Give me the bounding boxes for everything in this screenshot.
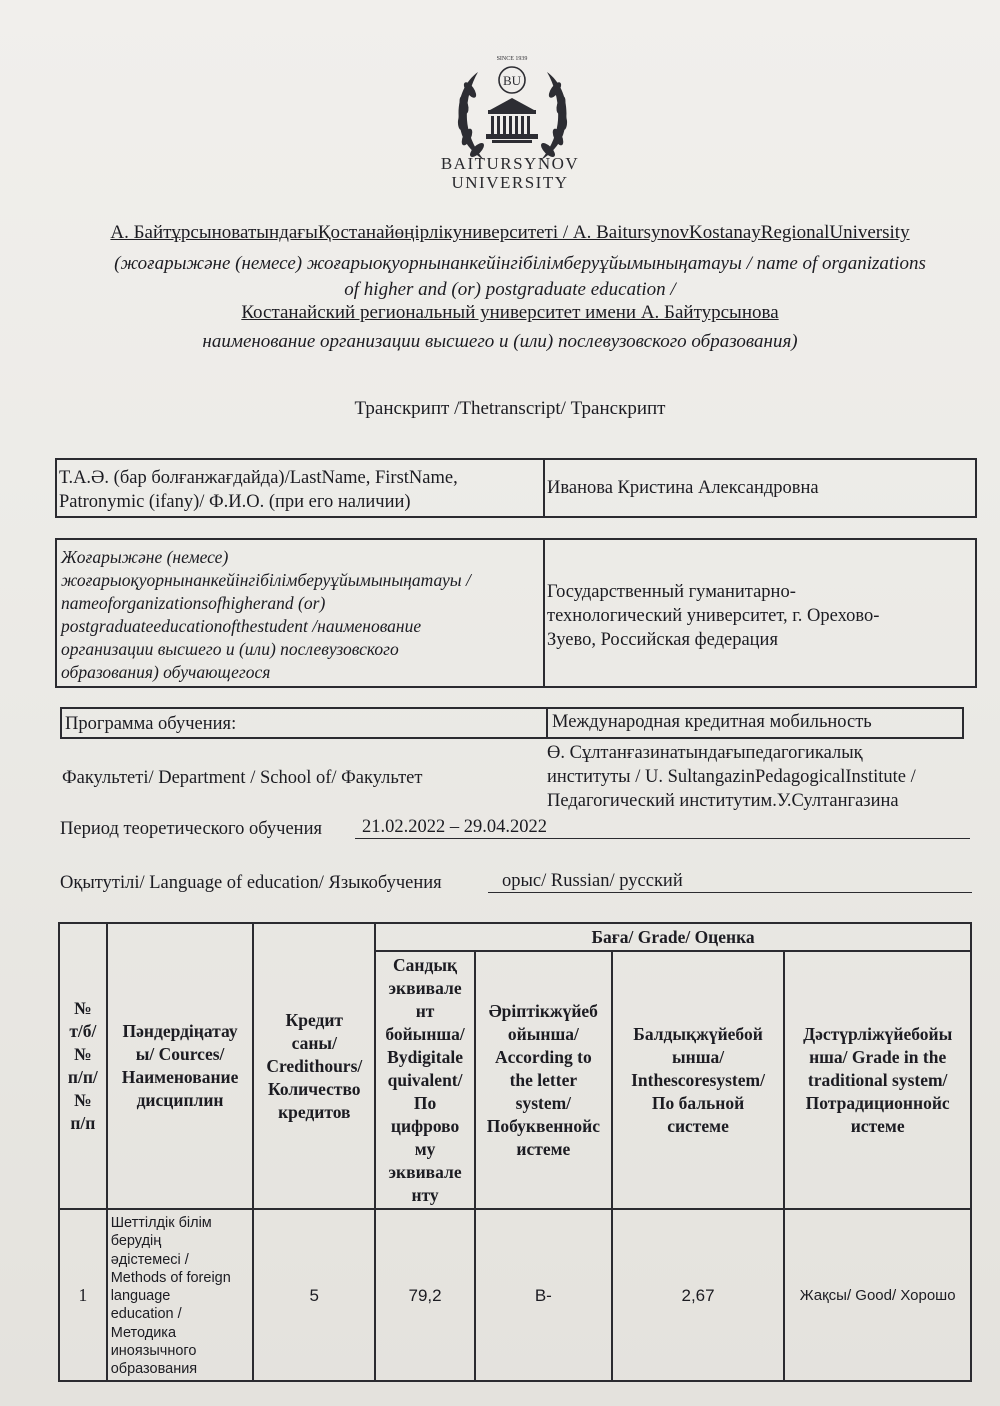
row-course-line: Методика [110, 1324, 177, 1341]
header-credits-line: Credithours/ [266, 1055, 363, 1076]
home-organization-box [55, 538, 977, 688]
faculty-label: Факультеті/ Department / School of/ Факультет [62, 768, 423, 788]
language-underline [488, 892, 972, 893]
header-digital-line: quivalent/ [387, 1069, 463, 1090]
row-letter: B- [475, 1209, 612, 1381]
organization-name-ru: Костанайский региональный университет имени А. Байтурсынова [241, 302, 779, 323]
language-value: орыс/ Russian/ русский [502, 871, 683, 891]
student-name-label-line: Patronymic (ifany)/ Ф.И.О. (при его наличии) [59, 492, 411, 512]
wordmark-line-1: BAITURSYNOV [440, 154, 580, 173]
faculty-value-line: Ө. Сұлтанғазинатындағыпедагогикалық [547, 743, 863, 763]
header-digital-line: Сандық [393, 954, 458, 975]
header-traditional [784, 951, 971, 1209]
student-name-box [55, 458, 977, 518]
faculty-value-line: Педагогический институтим.У.Султангазина [547, 791, 899, 811]
home-organization-value-line: Государственный гуманитарно- [547, 582, 796, 602]
row-course-line: иноязычного [110, 1343, 197, 1360]
row-credits: 5 [253, 1209, 375, 1381]
home-organization-value-line: технологический университет, г. Орехово- [547, 606, 880, 626]
header-credits [253, 923, 375, 1209]
header-credits-line: Кредит [285, 1009, 344, 1030]
header-digital-line: му [414, 1138, 436, 1159]
wordmark-line-2: UNIVERSITY [451, 173, 569, 192]
header-digital-line: эквивале [388, 977, 462, 998]
student-name-label-line: Т.А.Ә. (бар болғанжағдайда)/LastName, FirstName, [59, 468, 458, 488]
home-organization-value-line: Зуево, Российская федерация [547, 630, 778, 650]
header-score-line: По бальной [651, 1092, 745, 1113]
header-credits-line: кредитов [278, 1101, 351, 1122]
header-num-line: п/п [70, 1113, 96, 1133]
table-header-row [59, 923, 971, 951]
faculty-value-line: институты / U. SultangazinPedagogicalInstitute / [547, 767, 916, 787]
header-num-line: п/п/ [67, 1067, 98, 1087]
header-course-line: дисциплин [136, 1090, 224, 1110]
period-value: 21.02.2022 – 29.04.2022 [362, 817, 547, 837]
header-letter-line: истеме [516, 1138, 571, 1159]
home-organization-value [547, 580, 879, 652]
header-digital-line: Bydigitale [387, 1046, 463, 1067]
university-wordmark [420, 154, 600, 192]
row-score: 2,67 [612, 1209, 785, 1381]
header-letter-line: Әріптікжүйеб [488, 1000, 598, 1021]
header-course-line: Пәндердіңатау [122, 1021, 238, 1041]
header-traditional-line: Дәстүрліжүйебойы [803, 1023, 953, 1044]
header-score-line: ынша/ [671, 1046, 725, 1067]
row-course-line: education / [110, 1306, 182, 1323]
header-num-line: № [74, 998, 92, 1018]
home-organization-label-line: жоғарыоқуорнынанкейінгібілімберуұйымыныңатауы / [61, 570, 471, 590]
header-credits-line: саны/ [291, 1032, 337, 1053]
period-label: Период теоретического обучения [60, 819, 322, 839]
header-traditional-line: нша/ Grade in the [809, 1046, 947, 1067]
header-letter-line: ойынша/ [507, 1023, 579, 1044]
faculty-value [547, 741, 916, 813]
organization-caption-line-1: (жоғарыжәне (немесе) жоғарыоқуорнынанкейінгібілімберуұйымыныңатауы / name of organizations [114, 253, 926, 274]
header-course-line: Наименование [121, 1067, 239, 1087]
student-name-value: Иванова Кристина Александровна [547, 478, 819, 498]
organization-name-kz-en: А. БайтұрсыноватындағыҚостанайөңірлікуниверситеті / A. BaitursynovKostanayRegionalUniversity [110, 222, 910, 243]
header-digital-line: нт [415, 1000, 435, 1021]
row-course-line: language [110, 1288, 171, 1305]
header-num-line: № [74, 1090, 92, 1110]
header-digital-line: цифрово [390, 1115, 460, 1136]
table-row [59, 1209, 971, 1381]
header-digital-line: По [413, 1092, 437, 1113]
student-name-label [59, 466, 458, 514]
header-course-line: ы/ Cources/ [135, 1044, 225, 1064]
page-title: Транскрипт /Thetranscript/ Транскрипт [354, 398, 666, 419]
header-traditional-line: traditional system/ [807, 1069, 948, 1090]
header-letter [475, 951, 612, 1209]
program-box [60, 707, 964, 739]
program-value: Международная кредитная мобильность [552, 712, 872, 732]
organization-caption-line-2: of higher and (or) postgraduate education / [344, 279, 676, 300]
row-traditional: Жақсы/ Good/ Хорошо [784, 1209, 971, 1381]
header-num-line: т/б/ [69, 1021, 97, 1041]
header-credits-line: Количество [268, 1078, 361, 1099]
home-organization-label-line: организации высшего и (или) послевузовского [61, 639, 399, 659]
header-digital [375, 951, 475, 1209]
header-letter-line: the letter [509, 1069, 578, 1090]
header-letter-line: According to [494, 1046, 592, 1067]
home-organization-label-line: nameoforganizationsofhigherand (or) [61, 593, 326, 613]
header-grade-group: Баға/ Grade/ Оценка [375, 923, 971, 951]
organization-caption-ru: наименование организации высшего и (или) послевузовского образования) [202, 331, 798, 352]
header-num [59, 923, 107, 1209]
language-label: Оқытутілі/ Language of education/ Языкобучения [60, 873, 442, 893]
home-organization-label [61, 546, 471, 684]
grades-table [58, 922, 972, 1382]
since-text: SINCE 1939 [496, 56, 528, 62]
header-letter-line: system/ [515, 1092, 572, 1113]
row-course-line: әдістемесі / [110, 1251, 189, 1268]
row-course-line: Шеттілдік білім [110, 1215, 212, 1231]
home-organization-label-line: образования) обучающегося [61, 662, 271, 682]
header-score [612, 951, 785, 1209]
header-score-line: системе [667, 1115, 729, 1136]
monogram-text: BU [502, 73, 522, 88]
header-traditional-line: Потрадиционнойс [805, 1092, 950, 1113]
row-course-line: берудің [110, 1233, 162, 1250]
header-num-line: № [74, 1044, 92, 1064]
header-letter-line: Побуквеннойс [486, 1115, 600, 1136]
row-digital: 79,2 [375, 1209, 475, 1381]
program-label: Программа обучения: [65, 714, 237, 734]
header-digital-line: бойынша/ [385, 1023, 465, 1044]
header-digital-line: нту [411, 1184, 439, 1205]
row-course-line: образования [110, 1361, 198, 1378]
header-score-line: Балдықжүйебой [633, 1023, 763, 1044]
header-traditional-line: истеме [850, 1115, 905, 1136]
header-score-line: Inthescoresystem/ [631, 1069, 765, 1090]
header-course [107, 923, 254, 1209]
home-organization-label-line: Жоғарыжәне (немесе) [61, 547, 229, 567]
row-course [107, 1209, 254, 1381]
period-underline [355, 838, 970, 839]
row-num: 1 [59, 1209, 107, 1381]
home-organization-label-line: postgraduateeducationofthestudent /наименование [61, 616, 422, 636]
row-course-line: Methods of foreign [110, 1269, 231, 1286]
header-digital-line: эквивале [388, 1161, 462, 1182]
